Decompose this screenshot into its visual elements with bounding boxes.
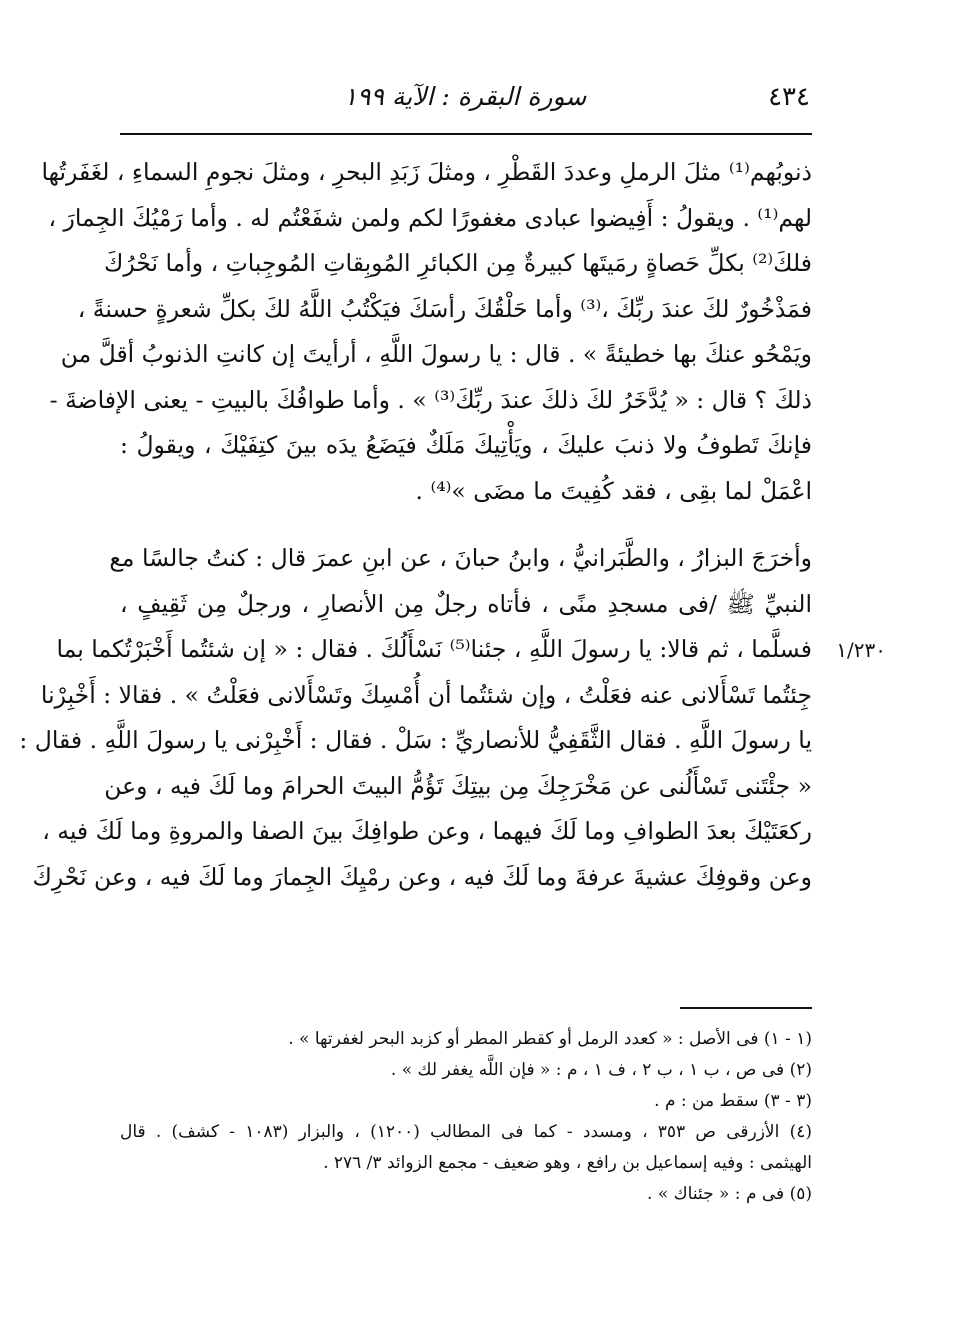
footnote: (٤) الأزرقى ص ٣٥٣ ، ومسدد - كما فى المطالب (١٢٠٠) ، والبزار (١٠٨٣ - كشف) . قال bbox=[120, 1122, 812, 1142]
text-line: يا رسولَ اللَّهِ . فقال الثَّقَفِيُّ للأنصاريِّ : سَلْ . فقال : أَخْبِرْنى يا رسولَ اللَّهِ . فقال : bbox=[19, 726, 812, 754]
main-text bbox=[19, 150, 812, 900]
footnote: (٣ - ٣) سقط من : م . bbox=[654, 1091, 812, 1111]
text-line: فمَذْخُورٌ لكَ عندَ ربِّكَ ،⁽³⁾ وأما حَلْقُكَ رأسَكَ فيَكْتُبُ اللَّهُ لكَ بكلِّ شعرةٍ حسنةً ، bbox=[77, 294, 812, 323]
header-rule bbox=[120, 133, 812, 135]
footnote-rule bbox=[680, 1007, 812, 1009]
text-line: فإنكَ تَطوفُ ولا ذنبَ عليكَ ، ويَأْتِيكَ مَلَكٌ فيَضَعُ يدَه بينَ كتِفَيْكَ ، ويقولُ : bbox=[120, 431, 812, 459]
page-header bbox=[120, 74, 810, 118]
text-line: ويَمْحُو عنكَ بها خطيئةً » . قال : يا رسولَ اللَّهِ ، أرأيتَ إن كانتِ الذنوبُ أقلَّ من bbox=[60, 340, 812, 368]
text-line: ذلكَ ؟ قال : « يُدَّخَرُ لكَ ذلكَ عندَ ربِّكَ⁽³⁾ » . وأما طوافُكَ بالبيتِ - يعنى الإفاضةَ - bbox=[49, 385, 812, 414]
text-line: فسلَّما ، ثم قالا: يا رسولَ اللَّهِ ، جئنا⁽⁵⁾ نَسْأَلُكَ . فقال : « إن شئتُما أَخْبَرْتُكما بما bbox=[56, 635, 812, 663]
paragraph-2 bbox=[19, 536, 812, 900]
page-number: ٤٣٤ bbox=[768, 82, 810, 112]
footnotes bbox=[120, 1024, 812, 1210]
footnote-continuation: الهيثمى : وفيه إسماعيل بن رافع ، وهو ضعيف - مجمع الزوائد ٣/ ٢٧٦ . bbox=[323, 1153, 812, 1173]
text-line: ركعَتَيْكَ بعدَ الطوافِ وما لَكَ فيهما ، وعن طوافِكَ بينَ الصفا والمروةِ وما لَكَ فيه ، bbox=[42, 817, 812, 845]
paragraph-1 bbox=[41, 150, 812, 514]
paragraph-gap bbox=[120, 514, 812, 536]
text-line: النبيِّ ﷺ /فى مسجدِ منًى ، فأتاه رجلٌ مِن الأنصارِ ، ورجلٌ مِن ثَقِيفٍ ، bbox=[120, 589, 812, 618]
text-line: لهم⁽¹⁾ . ويقولُ : أَفِيضوا عبادى مغفورًا لكم ولمن شفَعْتُم له . وأما رَمْيُكَ الجِمارَ ، bbox=[48, 203, 812, 232]
footnote: (١ - ١) فى الأصل : « كعدد الرمل أو كقطر المطر أو كزبد البحر لغفرتها » . bbox=[288, 1029, 812, 1049]
text-line: جِئتُما تَسْأَلانى عنه فعَلْتُ ، وإن شئتُما أن أُمْسِكَ وتَسْأَلانى فعَلْتُ » . فقالا : أَخْبِرْنا bbox=[40, 680, 812, 709]
text-line: فلكَ⁽²⁾ بكلِّ حَصاةٍ رمَيتَها كبيرةٌ مِن الكبائرِ المُوبِقاتِ المُوجِباتِ ، وأما نَحْرُكَ bbox=[103, 249, 812, 277]
text-line: « جئْتَنى تَسْأَلُنى عن مَخْرَجِكَ مِن بيتِكَ تَؤُمُّ البيتَ الحرامَ وما لَكَ فيه ، وعن bbox=[104, 771, 812, 800]
text-line: وعن وقوفِكَ عشيةَ عرفةَ وما لَكَ فيه ، وعن رمْيِكَ الجِمارَ وما لَكَ فيه ، وعن نَحْرِكَ bbox=[32, 862, 812, 891]
text-line: اعْمَلْ لما بقِى ، فقد كُفِيتَ ما مضَى »⁽⁴⁾ . bbox=[415, 476, 812, 505]
margin-reference: ١/٢٣٠ bbox=[836, 638, 886, 662]
text-line: وأخرَجَ البزارُ ، والطَّبَرانيُّ ، وابنُ حبانَ ، عن ابنِ عمرَ قال : كنتُ جالسًا مع bbox=[109, 544, 812, 572]
running-title: سورة البقرة : الآية ١٩٩ bbox=[343, 82, 587, 111]
text-line: ذنوبُهم⁽¹⁾ مثلَ الرملِ وعددَ القَطْرِ ، ومثلَ زَبَدِ البحرِ ، ومثلَ نجومِ السماءِ ، لغَفَرتُها bbox=[41, 158, 812, 186]
footnote: (٥) فى م : « جئناك » . bbox=[647, 1184, 812, 1204]
footnote: (٢) فى ص ، ب ١ ، ب ٢ ، ف ١ ، م : « فإن اللَّه يغفر لك » . bbox=[390, 1060, 812, 1080]
